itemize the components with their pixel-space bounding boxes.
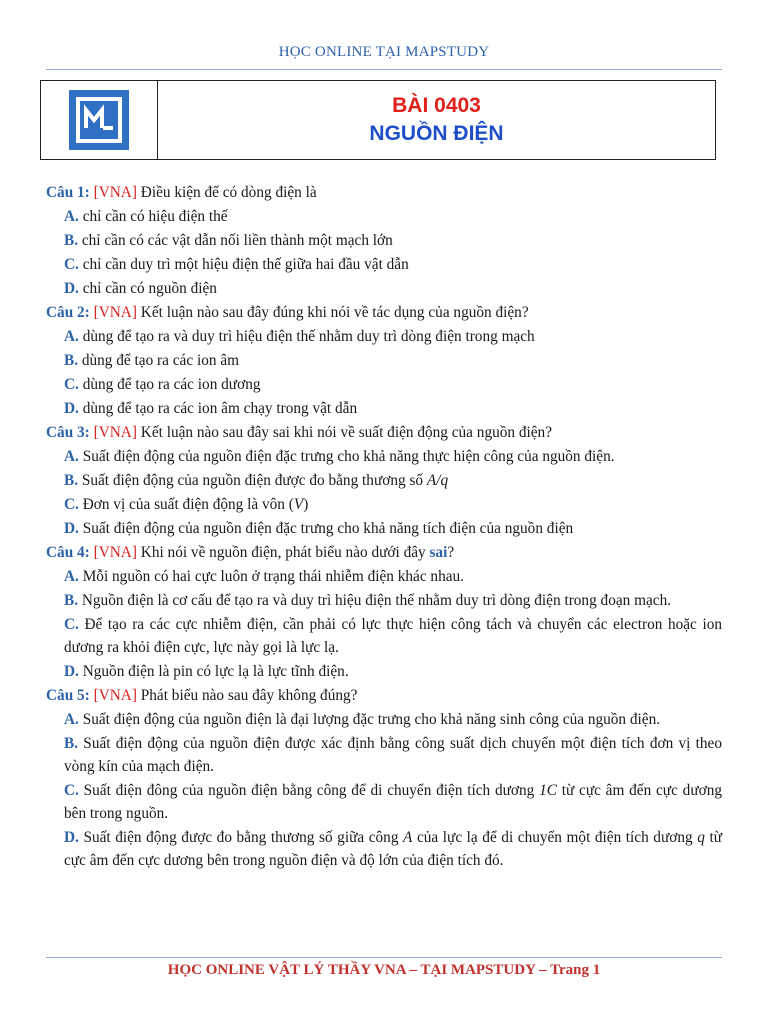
- option-c: C. chỉ cần duy trì một hiệu điện thế giữa hai đầu vật dẫn: [64, 256, 409, 273]
- page-header: HỌC ONLINE TẠI MAPSTUDY: [278, 44, 490, 60]
- question-number: Câu 5:: [46, 687, 90, 704]
- question-number: Câu 4:: [46, 544, 90, 561]
- question-number: Câu 3:: [46, 424, 90, 441]
- logo-cell: [41, 81, 158, 159]
- option-b: B. Suất điện động của nguồn điện được xác định bằng công suất dịch chuyển một điện tích đơn vị theo vòng kín của mạch điện.: [64, 735, 722, 775]
- question-tag: [VNA]: [93, 544, 137, 561]
- option-a: A. chỉ cần có hiệu điện thế: [64, 208, 228, 225]
- question-5: [46, 684, 722, 708]
- question-text: Khi nói về nguồn điện, phát biểu nào dưới đây: [136, 544, 430, 561]
- option-d: D. Suất điện động của nguồn điện đặc trưng cho khả năng tích điện của nguồn điện: [64, 520, 574, 537]
- option-a: A. Mỗi nguồn có hai cực luôn ở trạng thái nhiễm điện khác nhau.: [64, 568, 464, 585]
- question-text: Phát biểu nào sau đây không đúng?: [136, 687, 358, 704]
- math-expression: A: [403, 829, 413, 846]
- question-number: Câu 1:: [46, 184, 90, 201]
- question-2: [46, 301, 722, 325]
- question-tag: [VNA]: [93, 687, 137, 704]
- page-footer: HỌC ONLINE VẬT LÝ THẦY VNA – TẠI MAPSTUDY – Trang 1: [167, 962, 601, 978]
- mapstudy-logo-icon: [67, 88, 131, 152]
- question-4: Câu 4: [VNA] Khi nói về nguồn điện, phát biểu nào dưới đây sai?: [46, 544, 455, 561]
- option-b: B. dùng để tạo ra các ion âm: [64, 352, 240, 369]
- math-expression: A/q: [426, 472, 449, 489]
- option-a: A. Suất điện động của nguồn điện là đại lượng đặc trưng cho khả năng sinh công của nguồn điện.: [64, 711, 661, 728]
- lesson-number: BÀI 0403: [392, 94, 481, 117]
- question-1: [46, 181, 722, 205]
- option-b: B. chỉ cần có các vật dẫn nối liền thành một mạch lớn: [64, 232, 393, 249]
- option-b: B. Suất điện động của nguồn điện được đo bằng thương số A/q: [64, 472, 449, 489]
- math-expression: V: [293, 496, 304, 513]
- option-c: C. Để tạo ra các cực nhiễm điện, cần phải có lực thực hiện công tách và chuyển các electron hoặc ion dương ra khỏi điện cực, lực này gọi là lực lạ.: [64, 616, 722, 656]
- option-c: C. Suất điện đông của nguồn điện bằng công để di chuyển điện tích dương 1C từ cực âm đến cực dương bên trong nguồn.: [64, 782, 722, 822]
- option-d: D. Suất điện động được đo bằng thương số giữa công A của lực lạ để di chuyển một điện tích dương q từ cực âm đến cực dương bên trong nguồn điện và độ lớn của điện tích đó.: [64, 829, 722, 869]
- math-expression: q: [697, 829, 705, 846]
- question-text: Kết luận nào sau đây đúng khi nói về tác dụng của nguồn điện?: [136, 304, 529, 321]
- emphasis: sai: [429, 544, 448, 561]
- option-d: D. Nguồn điện là pin có lực lạ là lực tĩnh điện.: [64, 663, 349, 680]
- question-tag: [VNA]: [93, 304, 137, 321]
- math-expression: 1C: [539, 782, 557, 799]
- option-a: A. Suất điện động của nguồn điện đặc trưng cho khả năng thực hiện công của nguồn điện.: [64, 448, 615, 465]
- title-cell: [158, 81, 715, 159]
- option-c: C. dùng để tạo ra các ion dương: [64, 376, 261, 393]
- footer-divider: [46, 957, 722, 958]
- option-b: B. Nguồn điện là cơ cấu để tạo ra và duy trì hiệu điện thế nhằm duy trì dòng điện trong đoạn mạch.: [64, 592, 672, 609]
- question-list: [46, 181, 722, 873]
- title-box: [40, 80, 716, 160]
- lesson-title: NGUỒN ĐIỆN: [369, 122, 504, 145]
- question-number: Câu 2:: [46, 304, 90, 321]
- option-a: A. dùng để tạo ra và duy trì hiệu điện thế nhằm duy trì dòng điện trong mạch: [64, 328, 535, 345]
- question-text: Điều kiện để có dòng điện là: [136, 184, 317, 201]
- question-text: Kết luận nào sau đây sai khi nói về suất điện động của nguồn điện?: [136, 424, 552, 441]
- option-c: C. Đơn vị của suất điện động là vôn (V): [64, 496, 309, 513]
- question-tag: [VNA]: [93, 184, 137, 201]
- option-d: D. chỉ cần có nguồn điện: [64, 280, 217, 297]
- header-divider: [46, 69, 722, 70]
- question-tag: [VNA]: [93, 424, 137, 441]
- option-d: D. dùng để tạo ra các ion âm chạy trong vật dẫn: [64, 400, 358, 417]
- question-3: [46, 421, 722, 445]
